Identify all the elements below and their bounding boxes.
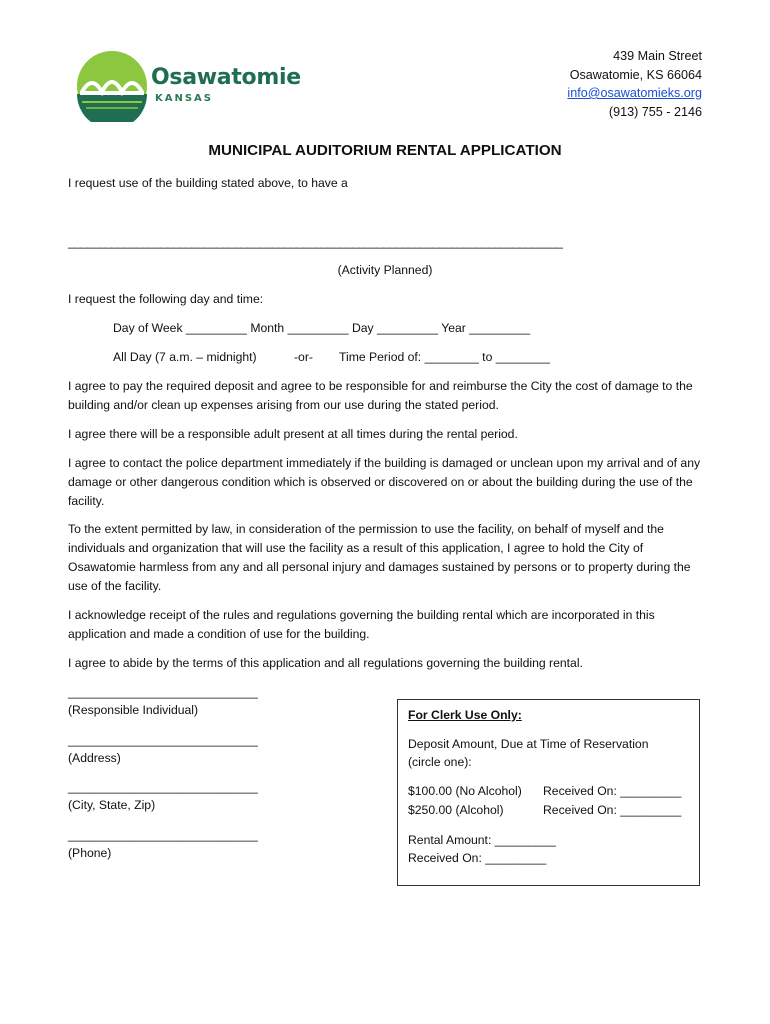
page-title: MUNICIPAL AUDITORIUM RENTAL APPLICATION: [208, 142, 562, 159]
bridge-logo-icon: [76, 50, 148, 122]
paragraph-deposit: I agree to pay the required deposit and agree to be responsible for and reimburse the City the cost of damage to the building and/or clean up expenses arising from our use during the stated period.: [68, 379, 693, 412]
received-on-field: Received On: _________: [543, 784, 682, 798]
signature-line: ____________________________: [68, 780, 258, 794]
clerk-use-box: [397, 699, 700, 886]
or-separator: -or-: [294, 350, 313, 364]
time-period-line: Time Period of: ________ to ________: [339, 350, 550, 364]
responsible-individual-label: (Responsible Individual): [68, 703, 199, 717]
city-state-zip: Osawatomie, KS 66064: [569, 67, 702, 82]
paragraph-liability: To the extent permitted by law, in consideration of the permission to use the facility, on behalf of myself and the individuals and organization that will use the facility as a result of this application, I agree to hold the City of Osawatomie harmless from any and all personal injury and damages sustained by persons or to property during the use of the facility.: [68, 522, 691, 593]
received-on-field: Received On: _________: [543, 803, 682, 817]
deposit-option-alcohol: $250.00 (Alcohol): [408, 803, 504, 817]
logo-subtitle: KANSAS: [155, 93, 214, 104]
paragraph-adult: I agree there will be a responsible adult present at all times during the rental period.: [68, 427, 518, 441]
signature-line: ____________________________: [68, 828, 258, 842]
city-logo: [76, 50, 306, 125]
email-link[interactable]: info@osawatomieks.org: [567, 86, 702, 100]
received-on-field: Received On: _________: [408, 851, 547, 865]
deposit-option-no-alcohol: $100.00 (No Alcohol): [408, 784, 522, 798]
deposit-label: Deposit Amount, Due at Time of Reservation: [408, 737, 649, 751]
street-address: 439 Main Street: [613, 49, 702, 63]
activity-label: (Activity Planned): [337, 263, 433, 277]
paragraph-police: I agree to contact the police department immediately if the building is damaged or unclean upon my arrival and of any damage or other dangerous condition which is observed or discovered on or about the building during the use of the facility.: [68, 456, 701, 508]
activity-line: ________________________________________________________________________________: [68, 235, 563, 249]
signature-line: ____________________________: [68, 733, 258, 747]
all-day-option: All Day (7 a.m. – midnight): [113, 350, 257, 364]
phone-label: (Phone): [68, 846, 112, 860]
circle-one-label: (circle one):: [408, 755, 472, 769]
request-day-text: I request the following day and time:: [68, 292, 264, 306]
date-fields-line: Day of Week _________ Month _________ Day _________ Year _________: [113, 321, 531, 335]
intro-text: I request use of the building stated above, to have a: [68, 176, 348, 190]
rental-amount-field: Rental Amount: _________: [408, 833, 556, 847]
address-block: [567, 47, 702, 121]
city-state-zip-label: (City, State, Zip): [68, 798, 156, 812]
phone-number: (913) 755 - 2146: [608, 104, 702, 119]
logo-name: Osawatomie: [151, 65, 301, 90]
clerk-heading: For Clerk Use Only:: [408, 708, 522, 722]
paragraph-terms: I agree to abide by the terms of this application and all regulations governing the building rental.: [68, 656, 583, 670]
signature-line: ____________________________: [68, 685, 258, 699]
address-label: (Address): [68, 751, 121, 765]
paragraph-rules: I acknowledge receipt of the rules and regulations governing the building rental which are incorporated in this application and made a condition of use for the building.: [68, 608, 655, 641]
